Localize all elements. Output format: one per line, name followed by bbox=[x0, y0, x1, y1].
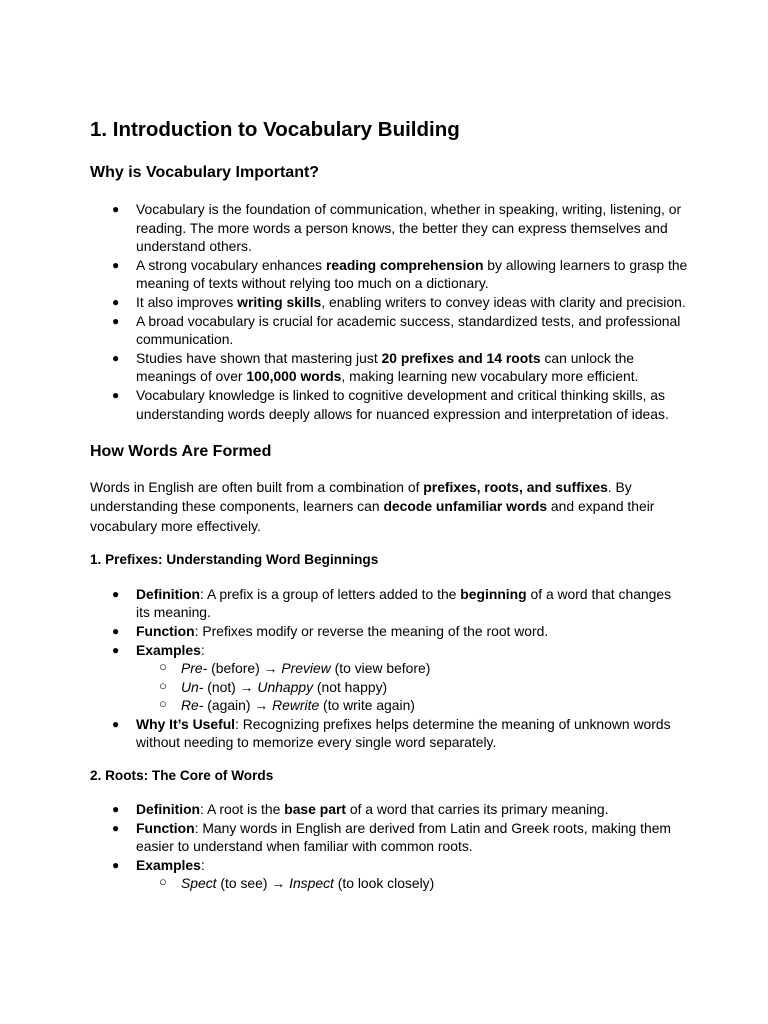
list-item: ● A strong vocabulary enhances reading comprehension by allowing learners to grasp the meaning of texts without relying too much on a dictionary. bbox=[112, 256, 688, 292]
circle-bullet-icon: ○ bbox=[159, 677, 167, 693]
bullet-icon: ● bbox=[112, 387, 120, 402]
subheading-prefixes: 1. Prefixes: Understanding Word Beginnings bbox=[90, 551, 379, 567]
list-item: ● Vocabulary is the foundation of communication, whether in speaking, writing, listening, or reading. The more words a person knows, the better they can express themselves and understand others. bbox=[112, 201, 682, 255]
bullet-icon: ● bbox=[112, 820, 120, 835]
list-item: ● A broad vocabulary is crucial for academic success, standardized tests, and professional communication. bbox=[112, 312, 681, 348]
bullet-icon: ● bbox=[112, 294, 120, 309]
roots-list bbox=[90, 800, 688, 893]
bullet-icon: ● bbox=[112, 350, 120, 365]
page-title: 1. Introduction to Vocabulary Building bbox=[90, 118, 460, 141]
bullet-icon: ● bbox=[112, 623, 120, 638]
prefixes-list bbox=[90, 585, 688, 752]
root-examples-list bbox=[136, 874, 688, 893]
bullet-icon: ● bbox=[112, 586, 120, 601]
bullet-icon: ● bbox=[112, 257, 120, 272]
subheading-roots: 2. Roots: The Core of Words bbox=[90, 768, 274, 784]
bullet-icon: ● bbox=[112, 202, 120, 216]
list-item: ● Vocabulary knowledge is linked to cognitive development and critical thinking skills, as understanding words deeply allows for nuanced expression and interpretation of ideas. bbox=[112, 386, 669, 422]
list-item: ● Examples: ○ Pre- (before) → Preview (to view before) ○ Un- (not) → Unhappy (not happy) ○ Re- (again) → Rewrite (to write again) bbox=[90, 641, 688, 715]
example-item: ○ Re- (again) → Rewrite (to write again) bbox=[159, 696, 415, 714]
why-vocabulary-list bbox=[90, 200, 688, 423]
example-item: ○ Un- (not) → Unhappy (not happy) bbox=[159, 677, 388, 695]
bullet-icon: ● bbox=[112, 313, 120, 328]
list-item: ● Function: Many words in English are derived from Latin and Greek roots, making them easier to understand when familiar with common roots. bbox=[112, 819, 671, 855]
section-heading-how-words-formed: How Words Are Formed bbox=[90, 443, 272, 461]
how-words-paragraph: Words in English are often built from a combination of prefixes, roots, and suffixes. By understanding these components, learners can decode unfamiliar words and expand their vocabulary more effectively. bbox=[90, 479, 655, 534]
circle-bullet-icon: ○ bbox=[159, 659, 167, 675]
list-item: ● Why It’s Useful: Recognizing prefixes helps determine the meaning of unknown words without needing to memorize every single word separately. bbox=[112, 715, 671, 751]
bullet-icon: ● bbox=[112, 857, 120, 872]
list-item: ● It also improves writing skills, enabling writers to convey ideas with clarity and precision. bbox=[112, 293, 686, 310]
circle-bullet-icon: ○ bbox=[159, 696, 167, 712]
list-item: ● Function: Prefixes modify or reverse the meaning of the root word. bbox=[112, 622, 549, 639]
bullet-icon: ● bbox=[112, 642, 120, 657]
bullet-icon: ● bbox=[112, 716, 120, 731]
list-item: ● Examples: ○ Spect (to see) → Inspect (to look closely) bbox=[90, 856, 688, 893]
list-item: ● Studies have shown that mastering just 20 prefixes and 14 roots can unlock the meanings of over 100,000 words, making learning new vocabulary more efficient. bbox=[112, 349, 639, 385]
example-item: ○ Pre- (before) → Preview (to view before) bbox=[159, 659, 431, 677]
bullet-icon: ● bbox=[112, 802, 120, 817]
section-heading-why-vocabulary: Why is Vocabulary Important? bbox=[90, 164, 320, 181]
list-item: ● Definition: A root is the base part of a word that carries its primary meaning. bbox=[112, 801, 609, 818]
circle-bullet-icon: ○ bbox=[159, 874, 167, 890]
example-item: ○ Spect (to see) → Inspect (to look closely) bbox=[159, 874, 435, 892]
prefix-examples-list bbox=[136, 659, 688, 715]
list-item: ● Definition: A prefix is a group of letters added to the beginning of a word that changes its meaning. bbox=[112, 585, 672, 621]
